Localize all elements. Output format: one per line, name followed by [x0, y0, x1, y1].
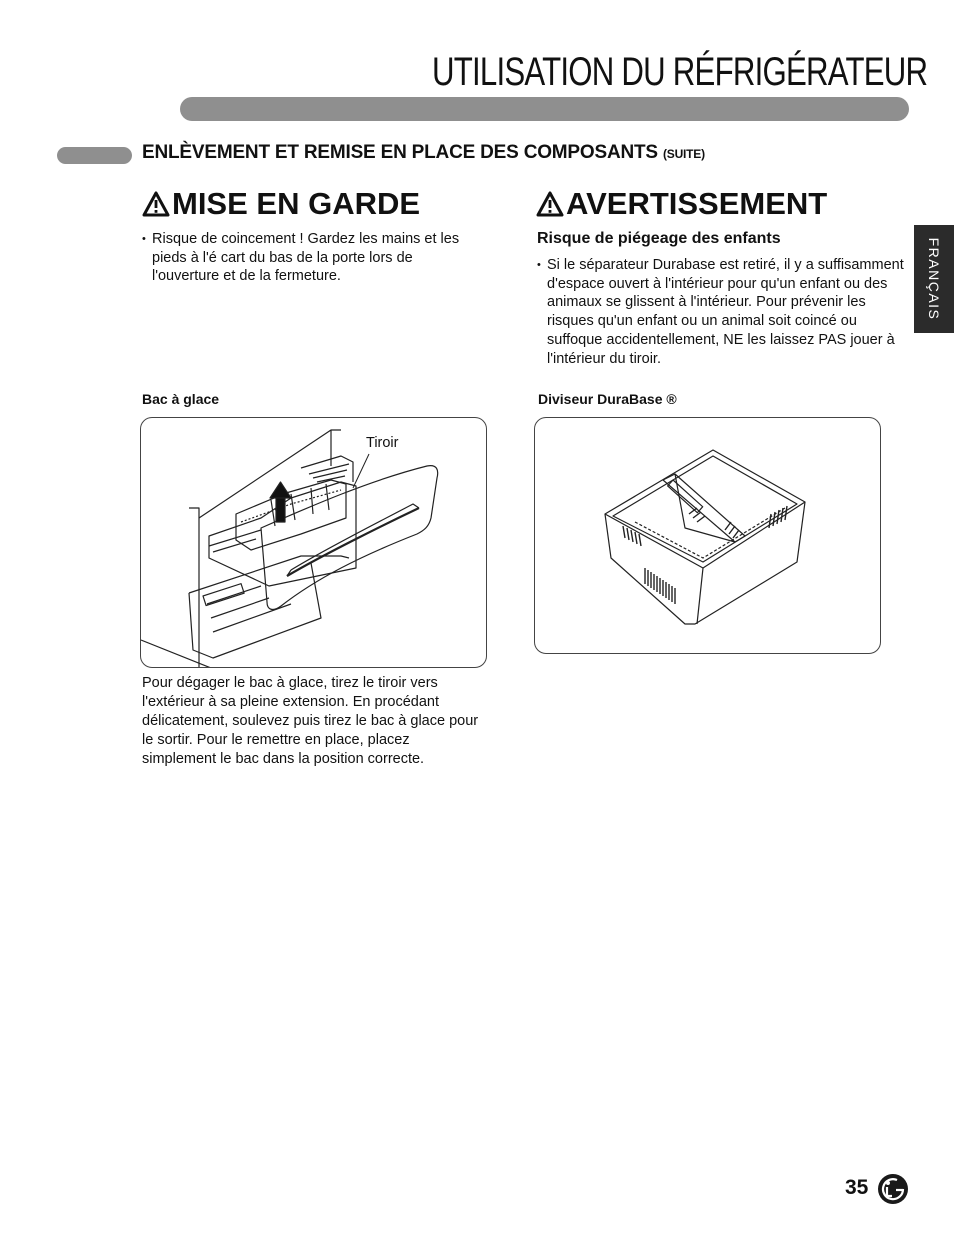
- caution-list: [142, 230, 472, 286]
- lg-logo-icon: [877, 1173, 909, 1205]
- page-number: 35: [845, 1176, 869, 1199]
- page-title: UTILISATION DU RÉFRIGÉRATEUR: [432, 50, 928, 94]
- warning-heading: [536, 186, 827, 222]
- language-tab: [914, 225, 954, 333]
- ice-bin-figure: [140, 417, 487, 668]
- warning-subtitle: Risque de piégeage des enfants: [537, 230, 781, 247]
- warning-triangle-icon: [142, 191, 170, 217]
- ice-bin-instructions: Pour dégager le bac à glace, tirez le tiroir vers l'extérieur à sa pleine extension. En procédant délicatement, soulevez puis tirez le bac à glace pour le sortir. Pour le remettre en place, placez simplement le bac dans la position correcte.: [142, 675, 479, 767]
- warning-triangle-icon: [536, 191, 564, 217]
- section-heading: [142, 142, 705, 164]
- warning-bullet: • Si le séparateur Durabase est retiré, il y a suffisamment d'espace ouvert à l'intérieur pour qu'un enfant ou des animaux se glissent à l'intérieur. Pour prévenir les risques qu'un enfant ou un animal soit coincé ou suffoque accidentellement, NE les laissez PAS jouer à l'intérieur du tiroir.: [537, 256, 909, 368]
- ice-bin-caption: Bac à glace: [142, 391, 220, 407]
- section-heading-text: ENLÈVEMENT ET REMISE EN PLACE DES COMPOSANTS: [142, 142, 658, 163]
- drawer-label: Tiroir: [366, 435, 399, 451]
- caution-bullet: • Risque de coincement ! Gardez les mains et les pieds à l'é cart du bas de la porte lors de l'ouverture et de la fermeture.: [142, 230, 472, 286]
- ice-bin-drawer-illustration: [141, 418, 487, 668]
- warning-heading-text: AVERTISSEMENT: [566, 186, 828, 221]
- language-tab-label: FRANÇAIS: [926, 237, 942, 321]
- section-heading-suffix: (SUITE): [662, 147, 705, 161]
- durabase-divider-illustration: [535, 418, 881, 654]
- divider-caption: Diviseur DuraBase ®: [538, 391, 677, 407]
- caution-heading-text: MISE EN GARDE: [172, 186, 421, 221]
- caution-heading: [142, 186, 420, 222]
- warning-list: [537, 256, 909, 368]
- title-bar: [180, 97, 909, 121]
- divider-figure: [534, 417, 881, 654]
- section-pill: [57, 147, 132, 164]
